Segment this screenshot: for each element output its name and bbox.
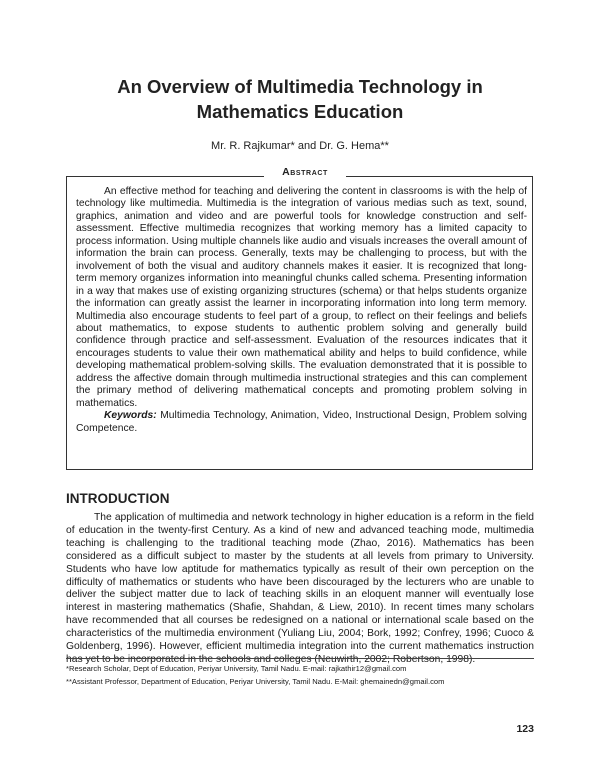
keywords-paragraph (76, 410, 527, 435)
abstract-body (76, 186, 527, 435)
page-number: 123 (516, 723, 534, 735)
footnotes (66, 663, 534, 688)
introduction-body (66, 512, 534, 667)
introduction-heading: INTRODUCTION (66, 491, 170, 506)
introduction-paragraph: The application of multimedia and network technology in higher education is a reform in the field of education in the twenty-first Century. As a kind of new and advanced teaching mode, multimedia teaching is challenging to the traditional teaching mode (Zhao, 2016). Mathematics has been considered as a difficult subject to master by the students at all levels from primary to University. Students who have low aptitude for mathematics typically as result of their own perception on the difficulty of mathematics or students who have been discouraged by the lecturers who are unable to deliver the subject matter due to lack of teaching skills in an eloquent manner will eventually lose interest in mastering mathematics (Shafie, Shahdan, & Liew, 2010). In recent times many scholars have recommended that all courses be redesigned on a national or international scale based on the characteristics of the multimedia environment (Yuliang Liu, 2004; Bork, 1992; Confrey, 1996; Cuoco & Goldenberg, 1996). However, efficient multimedia integration into the current mathematics instruction has yet to be incorporated in the schools and colleges (Neuwirth, 2002; Robertson, 1998). (66, 512, 534, 665)
footnote-divider (66, 658, 534, 659)
keywords-text: Multimedia Technology, Animation, Video, Instructional Design, Problem solving Competence. (76, 410, 527, 434)
footnote-author-2: **Assistant Professor, Department of Education, Periyar University, Tamil Nadu. E-Mail: ghemainedn@gmail.com (66, 676, 445, 686)
abstract-paragraph: An effective method for teaching and delivering the content in classrooms is with the help of technology like multimedia. Multimedia is the integration of various medias such as text, sound, graphics, animation and video and are powerful tools for knowledge construction and self-assessment. Effective multimedia recognizes that working memory has a limited capacity to process information. Using multiple channels like audio and visuals increases the overall amount of information the brain can process. Generally, texts may be challenging to process, but with the involvement of both the visual and auditory channels makes it easier. It is recognized that long-term memory organizes information into meaningful chunks called schema. Presenting information in a way that makes use of existing organizing structures (schema) or that helps students organize the information can greatly assist the learner in incorporating information into long term memory. Multimedia also encourage students to feel part of a group, to reflect on their feelings and beliefs about mathematics, to expose students to authentic problem solving and generally build confidence through practice and self-assessment. Evaluation of the resources indicates that it encourages students to value their own mathematical ability and helps to build confidence, while developing mathematical problem-solving skills. The evaluation demonstrated that it is possible to address the affective domain through multimedia instructional strategies and this can complement the primary method of delivering mathematical concepts and promoting problem solving in mathematics. (76, 186, 528, 409)
abstract-heading: Abstract (264, 165, 346, 179)
paper-title (0, 74, 600, 124)
footnote-author-1: *Research Scholar, Dept of Education, Periyar University, Tamil Nadu. E-mail: rajkathir12@gmail.com (66, 664, 407, 673)
paper-title-line-1: An Overview of Multimedia Technology in (117, 76, 483, 97)
paper-title-line-2: Mathematics Education (196, 101, 404, 122)
author-line: Mr. R. Rajkumar* and Dr. G. Hema** (211, 140, 389, 152)
keywords-label: Keywords: (104, 410, 157, 422)
